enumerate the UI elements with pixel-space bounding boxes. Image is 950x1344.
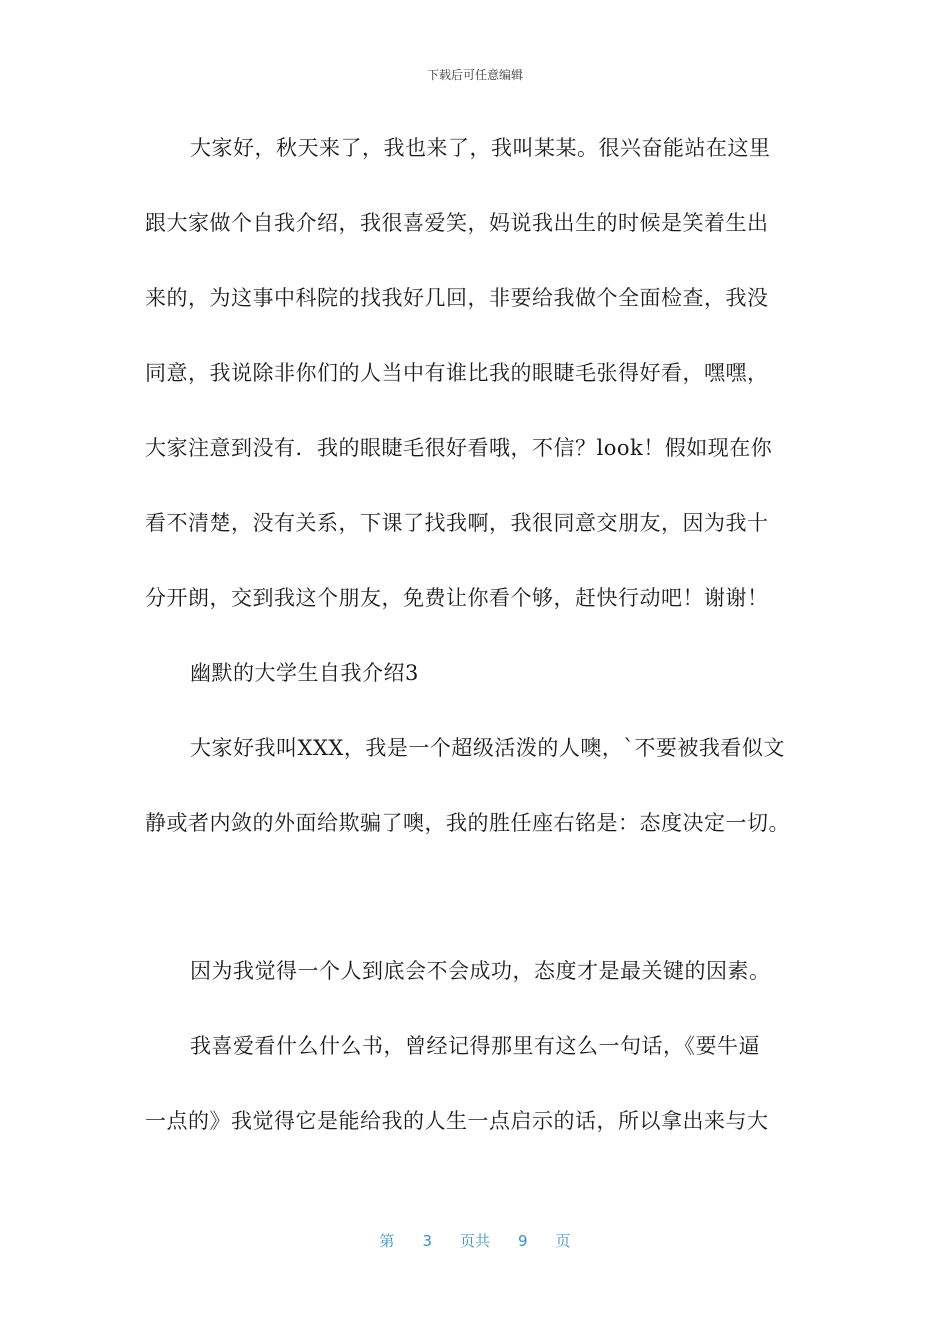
- paragraph-line-10: 因为我觉得一个人到底会不会成功，态度才是最关键的因素。: [190, 959, 771, 983]
- paragraph-line-8: 大家好我叫XXX，我是一个超级活泼的人噢，`不要被我看似文: [190, 736, 785, 760]
- page-header: 下载后可任意编辑: [426, 68, 523, 82]
- paragraph-line-3: 来的，为这事中科院的找我好几回，非要给我做个全面检查，我没: [145, 286, 769, 310]
- footer-di: 第: [379, 1232, 395, 1250]
- paragraph-line-4: 同意，我说除非你们的人当中有谁比我的眼睫毛张得好看，嘿嘿，: [145, 361, 769, 385]
- footer-ye-gong: 页共: [459, 1232, 490, 1250]
- paragraph-line-9: 静或者内敛的外面给欺骗了噢，我的胜任座右铭是：态度决定一切。: [145, 811, 790, 835]
- paragraph-line-5: 大家注意到没有．我的眼睫毛很好看哦，不信？look！假如现在你: [145, 436, 773, 460]
- footer-current-page: 3: [422, 1232, 432, 1250]
- paragraph-line-12: 一点的》我觉得它是能给我的人生一点启示的话，所以拿出来与大: [145, 1109, 769, 1133]
- paragraph-line-7: 分开朗，交到我这个朋友，免费让你看个够，赶快行动吧！谢谢！: [145, 586, 769, 610]
- footer-ye: 页: [555, 1232, 571, 1250]
- footer-total-pages: 9: [518, 1232, 528, 1250]
- paragraph-line-2: 跟大家做个自我介绍，我很喜爱笑，妈说我出生的时候是笑着生出: [145, 211, 769, 235]
- paragraph-line-1: 大家好，秋天来了，我也来了，我叫某某。很兴奋能站在这里: [190, 136, 771, 160]
- section-heading: 幽默的大学生自我介绍3: [190, 661, 419, 685]
- paragraph-line-11: 我喜爱看什么什么书，曾经记得那里有这么一句话，《要牛逼: [190, 1034, 760, 1058]
- paragraph-line-6: 看不清楚，没有关系，下课了找我啊，我很同意交朋友，因为我十: [145, 511, 769, 535]
- page-footer: [0, 1230, 950, 1251]
